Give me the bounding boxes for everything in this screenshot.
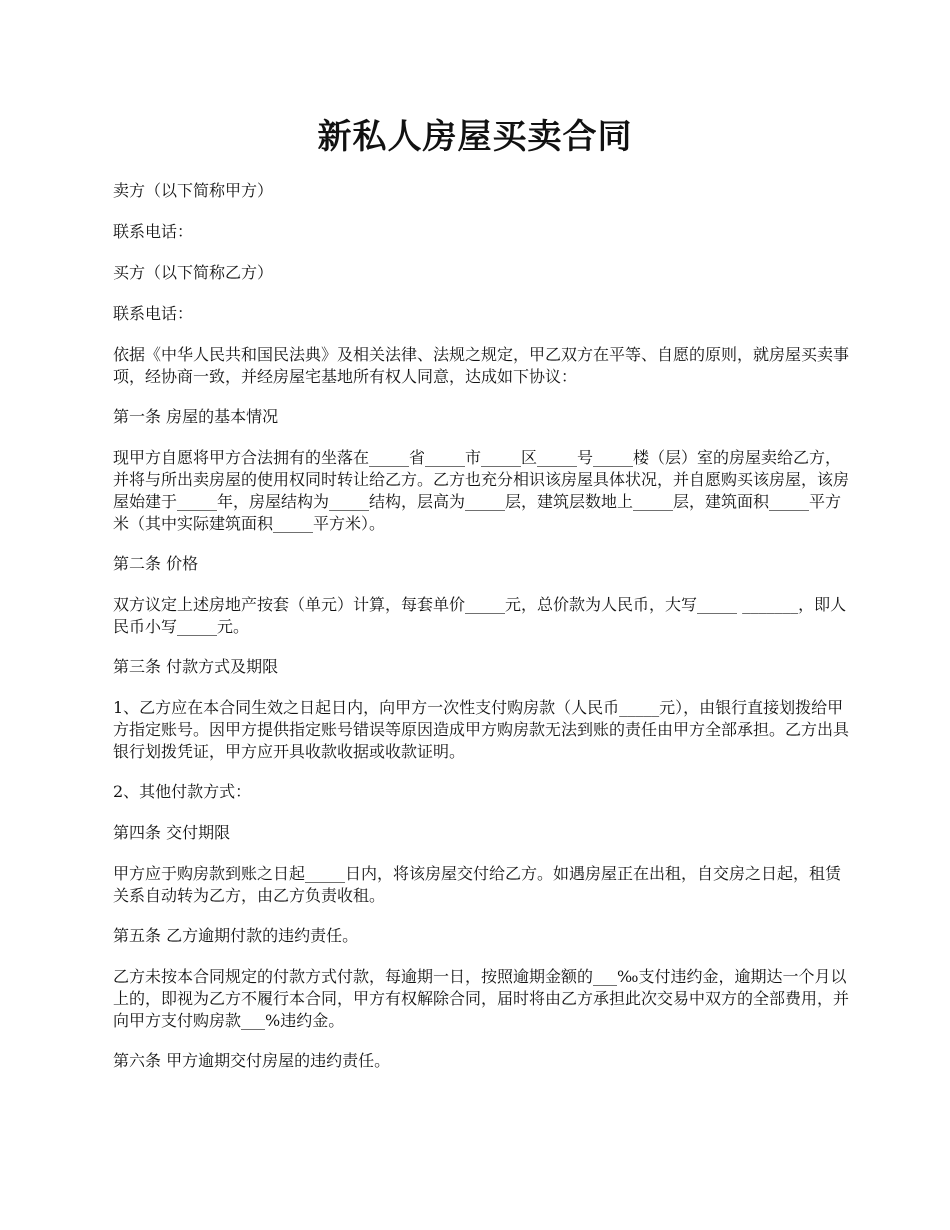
page-title: 新私人房屋买卖合同 [317,117,633,157]
article-1-heading: 第一条 房屋的基本情况 [113,407,279,426]
buyer-phone-line: 联系电话： [113,304,194,323]
article-5-heading: 第五条 乙方逾期付款的违约责任。 [113,926,359,945]
article-1-body: 现甲方自愿将甲方合法拥有的坐落在_____省_____市_____区_____号_____楼（层）室的房屋卖给乙方，并将与所出卖房屋的使用权同时转让给乙方。乙方也充分相识该房屋具体状况，并自愿购买该房屋，该房屋始建于_____年，房屋结构为_____结构，层高为_____层，建筑层数地上_____层，建筑面积_____平方米（其中实际建筑面积_____平方米）。 [113,448,850,533]
article-5-body: 乙方未按本合同规定的付款方式付款，每逾期一日，按照逾期金额的___‰支付违约金，逾期达一个月以上的，即视为乙方不履行本合同，甲方有权解除合同，届时将由乙方承担此次交易中双方的全部费用，并向甲方支付购房款___%违约金。 [113,967,850,1030]
preamble-paragraph: 依据《中华人民共和国民法典》及相关法律、法规之规定，甲乙双方在平等、自愿的原则，就房屋买卖事项，经协商一致，并经房屋宅基地所有权人同意，达成如下协议： [113,345,850,386]
article-4-heading: 第四条 交付期限 [113,823,231,842]
article-2-heading: 第二条 价格 [113,554,199,573]
article-3-heading: 第三条 付款方式及期限 [113,657,279,676]
article-3-item-2: 2、其他付款方式： [113,782,252,801]
seller-line: 卖方（以下简称甲方） [113,181,274,200]
seller-phone-line: 联系电话： [113,222,194,241]
article-4-body: 甲方应于购房款到账之日起_____日内，将该房屋交付给乙方。如遇房屋正在出租，自交房之日起，租赁关系自动转为乙方，由乙方负责收租。 [113,864,842,905]
article-2-body: 双方议定上述房地产按套（单元）计算，每套单价_____元，总价款为人民币，大写_____ _______，即人民币小写_____元。 [113,595,847,636]
article-6-heading: 第六条 甲方逾期交付房屋的违约责任。 [113,1051,391,1070]
buyer-line: 买方（以下简称乙方） [113,263,274,282]
article-3-item-1: 1、乙方应在本合同生效之日起日内，向甲方一次性支付购房款（人民币_____元），由银行直接划拨给甲方指定账号。因甲方提供指定账号错误等原因造成甲方购房款无法到账的责任由甲方全部承担。乙方出具银行划拨凭证，甲方应开具收款收据或收款证明。 [113,698,850,761]
contract-body [113,180,853,1091]
